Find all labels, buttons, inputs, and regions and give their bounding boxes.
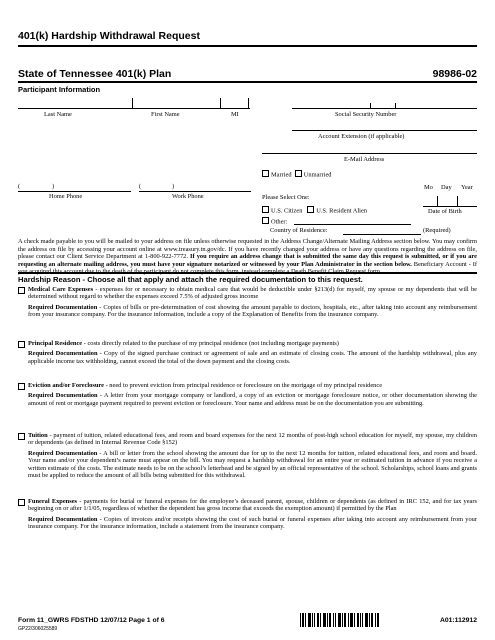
hardship-item-tuition: Tuition - payment of tuition, related educational fees, and room and board expenses for the next 12 months of post-high school education for myself, my spouse, my children or dependents (as defined in Internal Revenue Code §152) Required Documentation - A bill or letter from the school showing the amount due for up to the next 12 months for tuition, related educational fees, and room and board. Your name and/or your dependent’s name must appear on the bill. You may request a hardship withdrawal for an entire year or estimated tuition in advance if you receive a written estimate of the costs. The estimate needs to be on the school’s letterhead and be signed by an official representative of the school. Scholarships, school loans and grants must be applied to reduce the amount of all bills being submitted for this withdrawal. [18,432,477,479]
first-name-label: First Name [151,111,180,118]
dob-label: Date of Birth [428,208,462,215]
other-option [262,217,287,226]
unmarried-label: Unmarried [303,171,332,179]
mailing-notice: A check made payable to you will be mailed to your address on file unless otherwise requested in the Address Change/Alternate Mailing Address section below. You may confirm the address on file by accessing your account online at www.treasury.tn.gov/dc. If you have recently changed your address or have any questions regarding the address on file, please contact our Client Service Department at 1-800-922-7772. If you require an address change that is submitted the same day this request is submitted, or if you are requesting an alternate mailing address, you must have your signature notarized or witnessed by your Plan Administrator in the section below. Beneficiary Account - If [18,238,477,268]
medical-checkbox[interactable] [18,287,25,294]
country-label: Country of Residence: [270,227,328,234]
tuition-checkbox[interactable] [18,433,25,440]
email-label: E-Mail Address [344,156,385,163]
hardship-item-residence: Principal Residence - costs directly related to the purchase of my principal residence (not including mortgage payments) Required Documentation - Copy of the signed purchase contract or agreement of sale and an estimate of closing costs. The amount of the hardship withdrawal, plus any applicable income tax withholding, cannot exceed the total of the down payment and the closing costs. [18,340,477,365]
hardship-item-medical: Medical Care Expenses - expenses for or necessary to obtain medical care that would be deductible under §213(d) for myself, my spouse or my dependents that will be determined without regard to whether the expenses exceed 7.5% of adjusted gross income Required Documentation - Copies of bills or pre-determination of cost showing the amount payable to doctors, hospitals, etc., after taking into account any reimbursement from your insurance company. For the insurance information, include a copy of the Explanation of Benefits from the insurance company. [18,286,477,319]
us-citizen-label: U.S. Citizen [271,207,303,215]
dob-field[interactable] [423,206,477,207]
form-title: 401(k) Hardship Withdrawal Request [18,30,200,42]
other-label: Other: [271,218,288,226]
hardship-heading: Hardship Reason - Choose all that apply and attach the required documentation to this request. [18,275,363,284]
home-phone-field[interactable] [18,191,131,192]
unmarried-checkbox[interactable] [295,170,302,177]
other-checkbox[interactable] [262,217,269,224]
barcode-icon [300,613,380,627]
hardship-item-eviction: Eviction and/or Foreclosure - need to prevent eviction from principal residence or foreclosure on the mortgage of my principal residence Required Documentation - A letter from your mortgage company or landlord, a copy of an eviction or mortgage foreclosure notice, or other documentation showing the amount of rent or mortgage payment required to prevent eviction or foreclosure. Your name and address must be on the documentation you are submitting. [18,382,477,407]
residence-checkbox[interactable] [18,341,25,348]
hardship-item-funeral: Funeral Expenses - payments for burial or funeral expenses for the employee’s deceased parent, spouse, children or dependents (as defined in IRC 152, and for tax years beginning on or after 1/1/05, regardless of whether the dependent has gross income that exceeds the exemption amount) if permitted by the Plan Required Documentation - Copies of invoices and/or receipts showing the cost of such burial or funeral expenses after taking into account any reimbursement from your insurance company. For the insurance information, include a statement from the insurance company. [18,498,477,531]
required-label: (Required) [423,227,451,234]
mi-label: MI [231,111,239,118]
last-name-label: Last Name [44,111,72,118]
account-ext-label: Account Extension (if applicable) [318,133,405,140]
title-rule [18,45,477,47]
home-phone-paren-close: ) [52,183,55,190]
marital-status [262,170,331,179]
work-phone-label: Work Phone [172,193,204,200]
married-checkbox[interactable] [262,170,269,177]
country-field[interactable] [343,234,421,235]
ssn-field[interactable] [292,108,477,109]
mo-label: Mo [424,184,433,191]
us-citizen-checkbox[interactable] [262,206,269,213]
work-phone-paren-open: ( [139,183,142,190]
year-label: Year [461,184,473,191]
plan-rule [18,81,477,83]
day-label: Day [441,184,452,191]
form-code: GP22/306025589 [18,626,58,632]
barcode [300,613,380,627]
funeral-checkbox[interactable] [18,499,25,506]
work-phone-paren-close: ) [172,183,175,190]
hardship-rule [18,272,477,274]
eviction-checkbox[interactable] [18,383,25,390]
residency-options [262,206,367,215]
plan-number: 98986-02 [432,68,477,80]
ssn-label: Social Security Number [335,111,397,118]
home-phone-label: Home Phone [49,193,83,200]
home-phone-paren-open: ( [18,183,21,190]
plan-name: State of Tennessee 401(k) Plan [18,68,172,80]
other-field[interactable] [294,224,411,225]
form-number: Form 11_GWRS FDSTHD 12/07/12 Page 1 of 6 [18,617,165,624]
work-phone-field[interactable] [139,191,251,192]
please-select-label: Please Select One: [262,194,310,201]
email-field[interactable] [262,153,477,154]
section-title: Participant Information [18,85,101,94]
account-ext-field[interactable] [292,130,477,131]
us-resident-label: U.S. Resident Alien [316,207,367,215]
us-resident-checkbox[interactable] [307,206,314,213]
form-id: A01:112912 [439,617,477,624]
name-line[interactable] [18,108,250,109]
married-label: Married [271,171,292,179]
